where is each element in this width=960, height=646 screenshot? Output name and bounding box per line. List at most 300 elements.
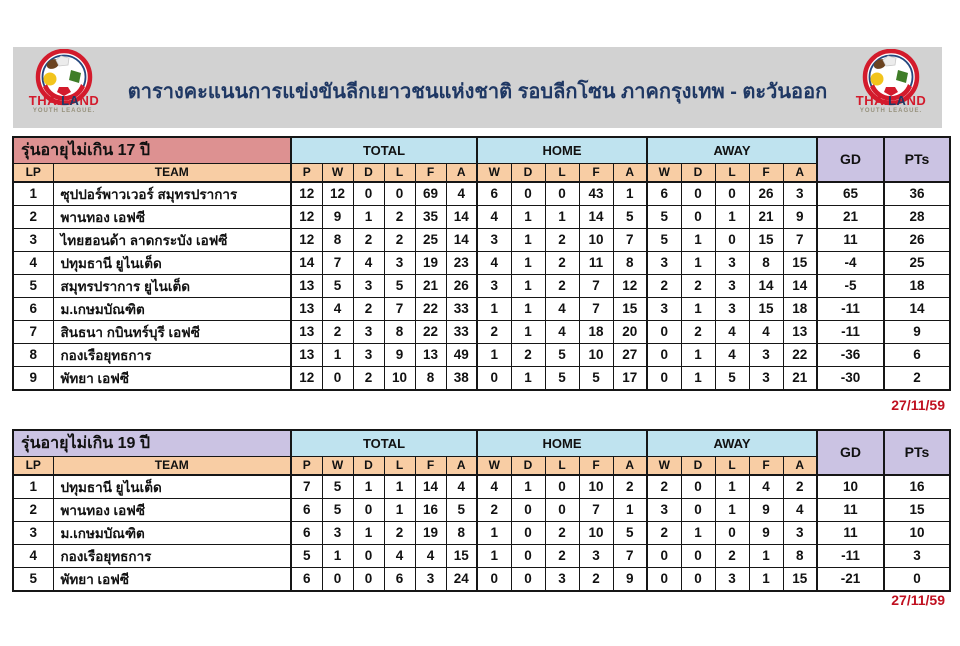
cell-goal-difference: -4 [817, 251, 884, 274]
cell-away-a: 8 [783, 544, 817, 567]
header-group-row [13, 430, 950, 457]
cell-total-d: 2 [353, 297, 384, 320]
cell-home-l: 2 [545, 544, 579, 567]
cell-team-name: ไทยฮอนด้า ลาดกระบัง เอฟซี [53, 228, 291, 251]
cell-away-f: 9 [749, 521, 783, 544]
cell-home-w: 4 [477, 251, 511, 274]
col-header-team: TEAM [53, 164, 291, 182]
cell-total-d: 2 [353, 366, 384, 390]
col-group-away: AWAY [647, 430, 817, 457]
cell-away-l: 3 [715, 274, 749, 297]
cell-total-a: 26 [446, 274, 477, 297]
col-header-home-w: W [477, 457, 511, 475]
cell-total-d: 0 [353, 182, 384, 206]
cell-away-w: 3 [647, 251, 681, 274]
cell-away-l: 3 [715, 251, 749, 274]
cell-home-d: 2 [511, 343, 545, 366]
col-header-away-d: D [681, 457, 715, 475]
cell-team-name: สินธนา กบินทร์บุรี เอฟซี [53, 320, 291, 343]
cell-total-l: 2 [384, 228, 415, 251]
cell-total-f: 3 [415, 567, 446, 591]
col-header-away-l: L [715, 457, 749, 475]
cell-away-f: 4 [749, 475, 783, 499]
cell-total-d: 3 [353, 274, 384, 297]
header-columns-row [13, 164, 950, 182]
cell-home-f: 10 [579, 228, 613, 251]
cell-home-f: 7 [579, 274, 613, 297]
col-header-away-a: A [783, 457, 817, 475]
cell-team-name: ปทุมธานี ยูไนเต็ด [53, 251, 291, 274]
cell-team-name: กองเรือยุทธการ [53, 544, 291, 567]
cell-total-l: 10 [384, 366, 415, 390]
cell-goal-difference: 11 [817, 521, 884, 544]
cell-home-w: 1 [477, 297, 511, 320]
cell-home-d: 1 [511, 475, 545, 499]
cell-points: 14 [884, 297, 950, 320]
col-header-total-f: F [415, 164, 446, 182]
cell-total-p: 12 [291, 228, 322, 251]
cell-away-a: 15 [783, 567, 817, 591]
cell-home-d: 1 [511, 205, 545, 228]
cell-away-w: 3 [647, 498, 681, 521]
cell-position: 2 [13, 498, 53, 521]
col-header-lp: LP [13, 457, 53, 475]
cell-total-f: 35 [415, 205, 446, 228]
cell-total-l: 2 [384, 521, 415, 544]
cell-points: 36 [884, 182, 950, 206]
table-row [13, 251, 950, 274]
cell-away-f: 9 [749, 498, 783, 521]
cell-total-p: 13 [291, 320, 322, 343]
cell-team-name: กองเรือยุทธการ [53, 343, 291, 366]
col-header-away-l: L [715, 164, 749, 182]
cell-team-name: ม.เกษมบัณฑิต [53, 521, 291, 544]
cell-away-d: 1 [681, 228, 715, 251]
cell-total-l: 1 [384, 475, 415, 499]
cell-total-l: 5 [384, 274, 415, 297]
cell-goal-difference: 11 [817, 228, 884, 251]
cell-away-w: 5 [647, 205, 681, 228]
table-row [13, 567, 950, 591]
cell-total-w: 5 [322, 274, 353, 297]
cell-away-d: 0 [681, 544, 715, 567]
cell-home-l: 0 [545, 182, 579, 206]
cell-away-a: 2 [783, 475, 817, 499]
cell-total-w: 1 [322, 544, 353, 567]
cell-away-d: 1 [681, 297, 715, 320]
cell-goal-difference: -11 [817, 297, 884, 320]
cell-goal-difference: 11 [817, 498, 884, 521]
cell-away-a: 14 [783, 274, 817, 297]
cell-home-a: 2 [613, 475, 647, 499]
col-header-home-l: L [545, 164, 579, 182]
cell-team-name: พัทยา เอฟซี [53, 366, 291, 390]
cell-position: 7 [13, 320, 53, 343]
cell-goal-difference: -11 [817, 320, 884, 343]
col-header-home-a: A [613, 164, 647, 182]
cell-home-d: 1 [511, 251, 545, 274]
cell-position: 9 [13, 366, 53, 390]
cell-total-f: 19 [415, 521, 446, 544]
cell-points: 9 [884, 320, 950, 343]
cell-total-f: 25 [415, 228, 446, 251]
col-header-home-f: F [579, 457, 613, 475]
col-header-away-f: F [749, 164, 783, 182]
cell-team-name: ซุปปอร์พาวเวอร์ สมุทรปราการ [53, 182, 291, 206]
cell-total-a: 8 [446, 521, 477, 544]
cell-team-name: พานทอง เอฟซี [53, 498, 291, 521]
cell-home-f: 2 [579, 567, 613, 591]
cell-goal-difference: -5 [817, 274, 884, 297]
cell-home-l: 1 [545, 205, 579, 228]
cell-away-l: 4 [715, 320, 749, 343]
logo-subtitle: YOUTH LEAGUE. [859, 107, 923, 114]
cell-home-w: 2 [477, 498, 511, 521]
cell-goal-difference: 21 [817, 205, 884, 228]
cell-total-l: 3 [384, 251, 415, 274]
cell-points: 6 [884, 343, 950, 366]
cell-away-l: 5 [715, 366, 749, 390]
cell-total-d: 4 [353, 251, 384, 274]
cell-position: 4 [13, 251, 53, 274]
cell-away-d: 1 [681, 251, 715, 274]
cell-away-a: 4 [783, 498, 817, 521]
cell-home-l: 3 [545, 567, 579, 591]
cell-team-name: ปทุมธานี ยูไนเต็ด [53, 475, 291, 499]
u19-standings-section [12, 429, 951, 592]
cell-home-d: 1 [511, 274, 545, 297]
cell-total-f: 4 [415, 544, 446, 567]
cell-total-f: 8 [415, 366, 446, 390]
cell-away-w: 6 [647, 182, 681, 206]
cell-total-w: 3 [322, 521, 353, 544]
table-title: รุ่นอายุไม่เกิน 17 ปี [13, 137, 291, 164]
cell-points: 16 [884, 475, 950, 499]
cell-total-a: 23 [446, 251, 477, 274]
cell-away-a: 13 [783, 320, 817, 343]
table-row [13, 228, 950, 251]
cell-total-d: 0 [353, 544, 384, 567]
cell-total-a: 15 [446, 544, 477, 567]
table-row [13, 205, 950, 228]
cell-total-p: 6 [291, 498, 322, 521]
cell-away-l: 4 [715, 343, 749, 366]
cell-away-a: 21 [783, 366, 817, 390]
cell-home-f: 5 [579, 366, 613, 390]
cell-points: 26 [884, 228, 950, 251]
cell-home-a: 7 [613, 228, 647, 251]
cell-home-f: 43 [579, 182, 613, 206]
cell-away-f: 14 [749, 274, 783, 297]
cell-total-w: 1 [322, 343, 353, 366]
cell-position: 1 [13, 475, 53, 499]
cell-total-f: 13 [415, 343, 446, 366]
col-header-total-a: A [446, 164, 477, 182]
cell-total-a: 4 [446, 475, 477, 499]
col-header-total-d: D [353, 164, 384, 182]
logo-wordmark: THAILAND [855, 93, 927, 108]
cell-total-f: 69 [415, 182, 446, 206]
cell-away-a: 9 [783, 205, 817, 228]
cell-position: 3 [13, 521, 53, 544]
cell-total-d: 1 [353, 205, 384, 228]
cell-away-l: 1 [715, 475, 749, 499]
cell-away-l: 2 [715, 544, 749, 567]
cell-total-f: 22 [415, 297, 446, 320]
cell-home-w: 4 [477, 475, 511, 499]
col-header-home-w: W [477, 164, 511, 182]
cell-total-p: 13 [291, 274, 322, 297]
cell-total-l: 0 [384, 182, 415, 206]
thailand-youth-league-logo-left [19, 49, 109, 114]
cell-home-l: 2 [545, 521, 579, 544]
cell-home-a: 1 [613, 182, 647, 206]
cell-total-p: 12 [291, 366, 322, 390]
cell-away-w: 5 [647, 228, 681, 251]
cell-away-d: 1 [681, 366, 715, 390]
cell-away-d: 0 [681, 205, 715, 228]
col-header-lp: LP [13, 164, 53, 182]
logo-subtitle: YOUTH LEAGUE. [32, 107, 96, 114]
cell-total-p: 14 [291, 251, 322, 274]
cell-total-a: 33 [446, 297, 477, 320]
cell-away-f: 1 [749, 567, 783, 591]
cell-total-f: 19 [415, 251, 446, 274]
cell-total-w: 5 [322, 498, 353, 521]
col-header-total-p: P [291, 457, 322, 475]
cell-team-name: พัทยา เอฟซี [53, 567, 291, 591]
cell-home-d: 0 [511, 498, 545, 521]
cell-away-f: 3 [749, 343, 783, 366]
col-header-home-l: L [545, 457, 579, 475]
cell-home-l: 5 [545, 343, 579, 366]
table-row [13, 366, 950, 390]
cell-total-l: 9 [384, 343, 415, 366]
cell-goal-difference: -21 [817, 567, 884, 591]
col-header-total-l: L [384, 164, 415, 182]
cell-total-l: 4 [384, 544, 415, 567]
cell-total-l: 6 [384, 567, 415, 591]
col-header-home-f: F [579, 164, 613, 182]
cell-total-l: 8 [384, 320, 415, 343]
cell-home-d: 1 [511, 228, 545, 251]
cell-home-a: 1 [613, 498, 647, 521]
cell-home-w: 1 [477, 343, 511, 366]
cell-total-f: 16 [415, 498, 446, 521]
cell-position: 5 [13, 567, 53, 591]
cell-home-l: 0 [545, 475, 579, 499]
col-header-total-p: P [291, 164, 322, 182]
cell-total-p: 6 [291, 567, 322, 591]
cell-total-w: 7 [322, 251, 353, 274]
cell-position: 5 [13, 274, 53, 297]
cell-home-d: 0 [511, 567, 545, 591]
cell-total-a: 33 [446, 320, 477, 343]
col-header-home-d: D [511, 164, 545, 182]
cell-total-l: 1 [384, 498, 415, 521]
cell-total-a: 38 [446, 366, 477, 390]
col-header-team: TEAM [53, 457, 291, 475]
cell-away-f: 1 [749, 544, 783, 567]
col-group-total: TOTAL [291, 137, 477, 164]
col-header-away-w: W [647, 457, 681, 475]
table-row [13, 182, 950, 206]
cell-home-a: 5 [613, 521, 647, 544]
cell-away-w: 2 [647, 521, 681, 544]
col-group-home: HOME [477, 137, 647, 164]
thailand-youth-league-logo-right [846, 49, 936, 114]
cell-total-p: 12 [291, 182, 322, 206]
cell-total-w: 8 [322, 228, 353, 251]
cell-home-f: 7 [579, 498, 613, 521]
cell-away-f: 4 [749, 320, 783, 343]
logo-wordmark: THAILAND [28, 93, 100, 108]
cell-away-f: 3 [749, 366, 783, 390]
cell-away-a: 18 [783, 297, 817, 320]
cell-home-w: 6 [477, 182, 511, 206]
cell-home-w: 1 [477, 521, 511, 544]
cell-away-a: 15 [783, 251, 817, 274]
cell-total-w: 0 [322, 366, 353, 390]
cell-total-d: 0 [353, 567, 384, 591]
cell-home-w: 3 [477, 228, 511, 251]
cell-total-f: 22 [415, 320, 446, 343]
header-band [13, 47, 942, 128]
cell-team-name: สมุทรปราการ ยูไนเต็ด [53, 274, 291, 297]
cell-away-w: 0 [647, 343, 681, 366]
cell-team-name: ม.เกษมบัณฑิต [53, 297, 291, 320]
cell-total-l: 7 [384, 297, 415, 320]
cell-home-l: 2 [545, 274, 579, 297]
cell-goal-difference: 65 [817, 182, 884, 206]
cell-total-d: 0 [353, 498, 384, 521]
cell-home-l: 2 [545, 251, 579, 274]
cell-home-d: 1 [511, 297, 545, 320]
cell-away-l: 1 [715, 498, 749, 521]
col-group-home: HOME [477, 430, 647, 457]
cell-away-d: 1 [681, 343, 715, 366]
table-row [13, 343, 950, 366]
cell-away-w: 3 [647, 297, 681, 320]
header-columns-row [13, 457, 950, 475]
col-header-pts: PTs [884, 430, 950, 475]
league-table-u19 [12, 429, 951, 592]
cell-points: 0 [884, 567, 950, 591]
cell-away-l: 3 [715, 297, 749, 320]
cell-away-d: 2 [681, 274, 715, 297]
cell-total-p: 5 [291, 544, 322, 567]
col-header-away-w: W [647, 164, 681, 182]
cell-away-l: 0 [715, 228, 749, 251]
cell-total-p: 7 [291, 475, 322, 499]
col-header-away-a: A [783, 164, 817, 182]
col-header-home-d: D [511, 457, 545, 475]
cell-away-f: 15 [749, 297, 783, 320]
col-header-total-l: L [384, 457, 415, 475]
table-row [13, 544, 950, 567]
cell-away-d: 1 [681, 521, 715, 544]
cell-goal-difference: -30 [817, 366, 884, 390]
cell-total-d: 3 [353, 320, 384, 343]
cell-away-d: 0 [681, 475, 715, 499]
col-header-total-a: A [446, 457, 477, 475]
col-header-total-w: W [322, 164, 353, 182]
col-header-total-f: F [415, 457, 446, 475]
cell-points: 25 [884, 251, 950, 274]
cell-total-a: 14 [446, 228, 477, 251]
cell-points: 18 [884, 274, 950, 297]
cell-away-w: 0 [647, 320, 681, 343]
cell-points: 28 [884, 205, 950, 228]
cell-away-l: 3 [715, 567, 749, 591]
cell-points: 15 [884, 498, 950, 521]
cell-total-p: 6 [291, 521, 322, 544]
cell-total-a: 14 [446, 205, 477, 228]
cell-away-f: 26 [749, 182, 783, 206]
cell-total-d: 3 [353, 343, 384, 366]
cell-away-d: 0 [681, 567, 715, 591]
col-header-home-a: A [613, 457, 647, 475]
cell-points: 10 [884, 521, 950, 544]
cell-total-p: 12 [291, 205, 322, 228]
table-row [13, 320, 950, 343]
cell-total-a: 49 [446, 343, 477, 366]
cell-home-w: 2 [477, 320, 511, 343]
page-title: ตารางคะแนนการแข่งขันลีกเยาวชนแห่งชาติ รอบลีกโซน ภาคกรุงเทพ - ตะวันออก [127, 81, 828, 103]
cell-position: 8 [13, 343, 53, 366]
cell-home-a: 17 [613, 366, 647, 390]
cell-total-w: 2 [322, 320, 353, 343]
cell-home-f: 10 [579, 475, 613, 499]
cell-away-f: 15 [749, 228, 783, 251]
cell-away-a: 3 [783, 521, 817, 544]
table-row [13, 521, 950, 544]
cell-home-d: 0 [511, 521, 545, 544]
cell-total-l: 2 [384, 205, 415, 228]
u19-date: 27/11/59 [891, 592, 945, 608]
table-row [13, 475, 950, 499]
cell-home-d: 0 [511, 544, 545, 567]
col-header-gd: GD [817, 137, 884, 182]
cell-home-d: 1 [511, 366, 545, 390]
cell-home-a: 7 [613, 544, 647, 567]
cell-total-a: 5 [446, 498, 477, 521]
cell-home-a: 27 [613, 343, 647, 366]
cell-home-f: 18 [579, 320, 613, 343]
cell-away-w: 0 [647, 366, 681, 390]
cell-home-a: 8 [613, 251, 647, 274]
cell-total-w: 5 [322, 475, 353, 499]
cell-position: 4 [13, 544, 53, 567]
cell-total-f: 21 [415, 274, 446, 297]
cell-points: 3 [884, 544, 950, 567]
col-group-away: AWAY [647, 137, 817, 164]
cell-total-f: 14 [415, 475, 446, 499]
cell-home-w: 4 [477, 205, 511, 228]
col-header-gd: GD [817, 430, 884, 475]
cell-home-a: 20 [613, 320, 647, 343]
cell-home-l: 4 [545, 297, 579, 320]
cell-home-l: 2 [545, 228, 579, 251]
u17-standings-section [12, 136, 951, 391]
table-row [13, 274, 950, 297]
header-group-row [13, 137, 950, 164]
cell-home-w: 3 [477, 274, 511, 297]
col-header-total-d: D [353, 457, 384, 475]
cell-home-f: 10 [579, 343, 613, 366]
cell-total-d: 1 [353, 521, 384, 544]
cell-home-d: 1 [511, 320, 545, 343]
